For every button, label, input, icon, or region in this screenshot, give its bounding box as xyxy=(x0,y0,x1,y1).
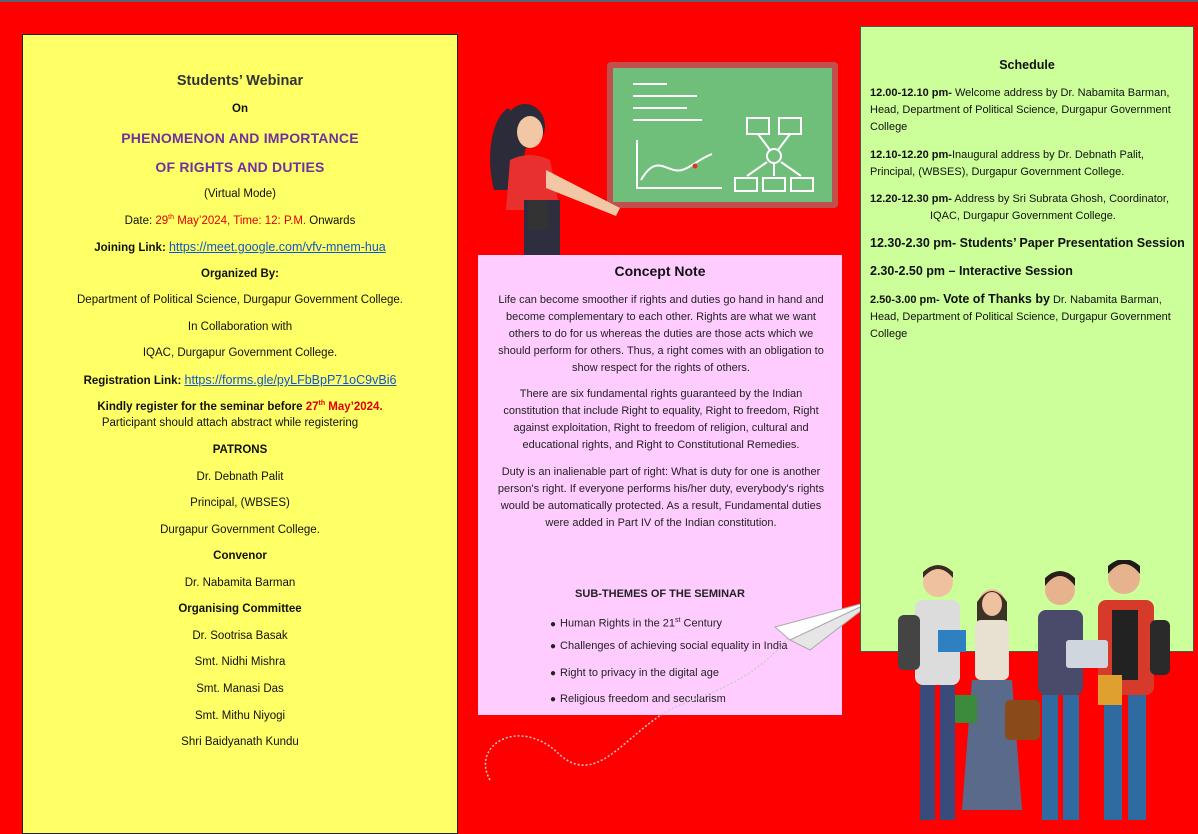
committee-member: Shri Baidyanath Kundu xyxy=(181,736,299,748)
students-illustration xyxy=(880,560,1198,829)
convenor-name: Dr. Nabamita Barman xyxy=(184,577,296,589)
schedule-text: Students’ Paper Presentation Session xyxy=(956,236,1185,250)
date-sup: th xyxy=(168,214,174,221)
concept-paragraph-1: Life can become smoother if rights and duties go hand in hand and become complementary to each other. Rights are what we want others to do for us whereas the duties are those acts which we should perform for others. Thus, a right comes with an obligation to show respect for the rights of others. xyxy=(498,294,824,374)
subtheme-item: ● Challenges of achieving social equality in India xyxy=(550,640,788,652)
registration-line xyxy=(23,373,457,387)
subthemes-heading: SUB-THEMES OF THE SEMINAR xyxy=(575,588,745,600)
subtheme-text: Religious freedom and secularism xyxy=(560,693,726,705)
registration-link[interactable]: https://forms.gle/pyLFbBpP71oC9vBi6 xyxy=(184,373,397,387)
committee-member: Smt. Manasi Das xyxy=(196,683,284,695)
committee-member: Smt. Nidhi Mishra xyxy=(194,656,286,668)
concept-note-heading: Concept Note xyxy=(614,263,706,279)
schedule-text: – Interactive Session xyxy=(945,264,1073,278)
schedule-time: 12.30-2.30 pm- xyxy=(870,236,957,250)
subtheme-sup: st xyxy=(675,617,681,624)
schedule-panel xyxy=(860,26,1194,652)
on-label: On xyxy=(232,103,248,115)
collab-iqac: IQAC, Durgapur Government College. xyxy=(142,347,338,359)
schedule-time: 12.00-12.10 pm- xyxy=(870,87,952,99)
subtheme-item: ● Human Rights in the 21st Century xyxy=(550,617,723,630)
register-day: 27 xyxy=(305,400,319,413)
subtheme-text-end: Century xyxy=(680,617,723,630)
schedule-text: Inaugural address by Dr. Debnath Palit, Principal, (WBSES), Durgapur Government College. xyxy=(870,149,1144,178)
topic-line-2: OF RIGHTS AND DUTIES xyxy=(155,159,325,175)
schedule-item xyxy=(870,235,1188,252)
committee-member: Smt. Mithu Niyogi xyxy=(194,710,286,722)
joining-line xyxy=(23,240,457,254)
patron-college: Durgapur Government College. xyxy=(160,524,320,536)
webinar-info-panel xyxy=(22,34,458,834)
schedule-text: IQAC, Durgapur Government College. xyxy=(930,210,1116,222)
subtheme-text: Right to privacy in the digital age xyxy=(560,667,720,679)
organizer-dept: Department of Political Science, Durgapur Government College. xyxy=(77,294,403,306)
schedule-time: 2.50-3.00 pm- xyxy=(870,294,940,306)
patrons-heading: PATRONS xyxy=(212,444,268,456)
schedule-item xyxy=(870,85,1188,136)
topic-line-1: PHENOMENON AND IMPORTANCE xyxy=(121,130,359,146)
date-suffix: Onwards xyxy=(306,214,356,227)
collab-label: In Collaboration with xyxy=(187,321,293,333)
schedule-time: 12.10-12.20 pm- xyxy=(870,149,952,161)
date-time: May’2024, Time: 12: P.M. xyxy=(174,214,307,227)
date-day: 29 xyxy=(155,214,169,227)
register-deadline xyxy=(23,400,457,413)
schedule-heading: Schedule xyxy=(999,58,1055,72)
concept-paragraph-2: There are six fundamental rights guaranteed by the Indian constitution that include Right to equality, Right to freedom, Right against exploitation, Right to freedom of religion, cultural and educational rights, and Right to Constitutional Remedies. xyxy=(503,388,819,451)
schedule-item xyxy=(870,263,1188,280)
subtheme-item: ● Right to privacy in the digital age xyxy=(550,667,720,679)
abstract-note: Participant should attach abstract while registering xyxy=(101,417,359,429)
webinar-title: Students’ Webinar xyxy=(176,73,304,89)
schedule-item xyxy=(870,291,1188,343)
organized-by-heading: Organized By: xyxy=(201,268,279,280)
date-line xyxy=(23,214,457,227)
schedule-item xyxy=(870,147,1188,181)
schedule-time: 2.30-2.50 pm xyxy=(870,264,946,278)
schedule-item xyxy=(870,191,1188,225)
top-border xyxy=(0,0,1198,2)
mode-label: (Virtual Mode) xyxy=(203,188,276,200)
patron-role: Principal, (WBSES) xyxy=(190,497,290,509)
joining-link[interactable]: https://meet.google.com/vfv-mnem-hua xyxy=(168,240,386,254)
convenor-heading: Convenor xyxy=(213,550,267,562)
concept-paragraph-3: Duty is an inalienable part of right: What is duty for one is another person's right. If everyone performs his/her duty, everybody's rights would be automatically protected. As a result, Fundamental duties were added in Part IV of the Indian constitution. xyxy=(497,466,825,529)
paper-plane-illustration xyxy=(430,595,880,785)
registration-label: Registration Link: xyxy=(83,375,185,387)
register-rest: May’2024. xyxy=(325,400,383,413)
schedule-text: Address by Sri Subrata Ghosh, Coordinator, xyxy=(951,193,1169,205)
schedule-text: Dr. Nabamita Barman, Head, Department of Political Science, Durgapur Government College xyxy=(870,294,1171,340)
subtheme-item: ● Religious freedom and secularism xyxy=(550,693,726,705)
schedule-text: Vote of Thanks by xyxy=(939,292,1050,306)
register-sup: th xyxy=(318,400,326,407)
subtheme-text: Human Rights in the 21 xyxy=(560,617,675,630)
subtheme-text: Challenges of achieving social equality in India xyxy=(560,640,788,652)
patron-name: Dr. Debnath Palit xyxy=(196,471,284,483)
chalkboard-illustration xyxy=(607,62,838,208)
committee-member: Dr. Sootrisa Basak xyxy=(192,630,288,642)
teacher-illustration xyxy=(480,100,630,255)
date-label: Date: xyxy=(124,214,156,227)
joining-label: Joining Link: xyxy=(94,242,169,254)
committee-heading: Organising Committee xyxy=(178,603,302,615)
schedule-time: 12.20-12.30 pm- xyxy=(870,193,952,205)
register-before: Kindly register for the seminar before xyxy=(97,400,306,413)
schedule-text: Welcome address by Dr. Nabamita Barman, Head, Department of Political Science, Durgapur Government College xyxy=(870,87,1171,133)
